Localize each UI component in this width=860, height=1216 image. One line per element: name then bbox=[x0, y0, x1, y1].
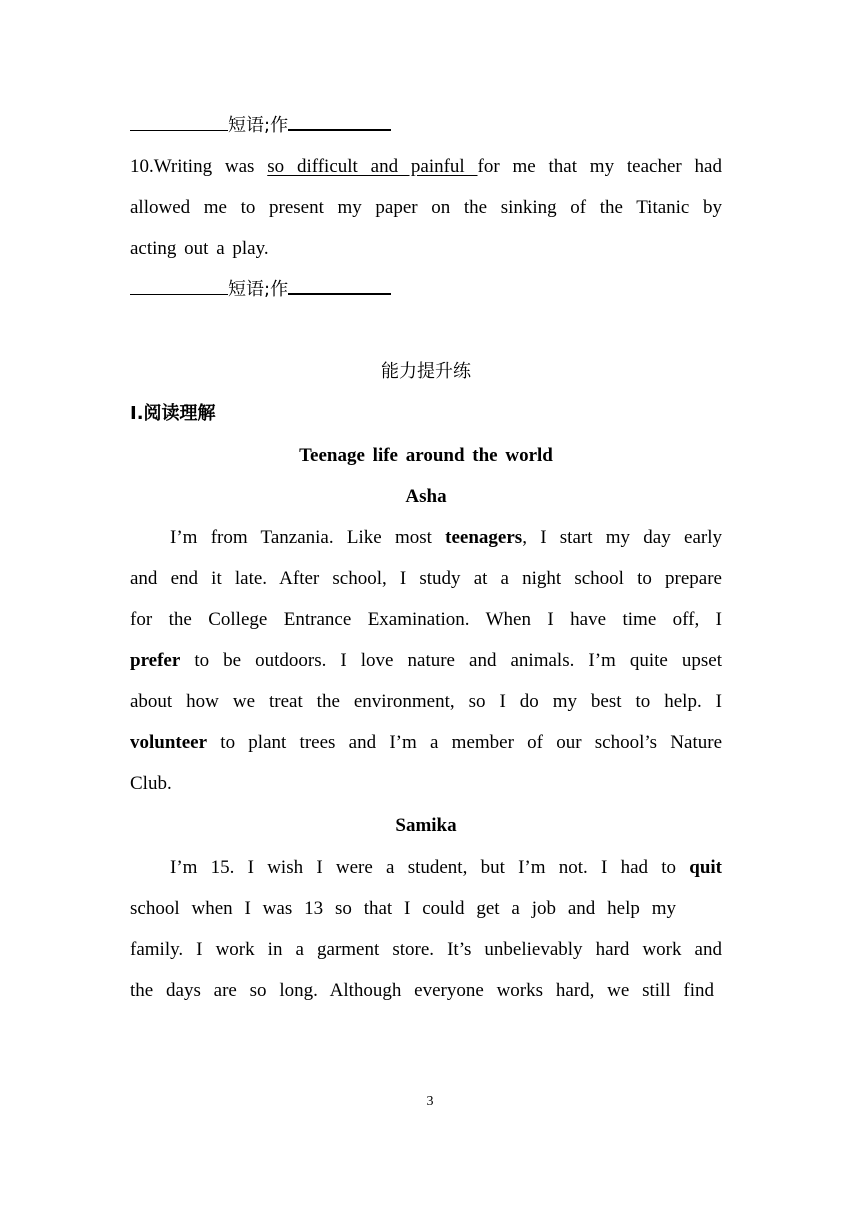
question-text: 10.Writing was bbox=[130, 156, 268, 177]
part-heading: Ⅰ.阅读理解 bbox=[130, 403, 216, 424]
samika-line-3: family. I work in a garment store. It’s unbelievably hard work and bbox=[130, 939, 722, 960]
keyword: prefer bbox=[130, 650, 181, 671]
section-title: 能力提升练 bbox=[381, 361, 471, 382]
body-text: I’m from Tanzania. Like most bbox=[170, 527, 446, 548]
answer-line-10 bbox=[130, 276, 722, 304]
samika-line-1 bbox=[170, 854, 722, 882]
blank-label: 短语;作 bbox=[228, 115, 289, 136]
asha-line-2: and end it late. After school, I study at a night school to prepare bbox=[130, 568, 722, 589]
samika-line-2: school when I was 13 so that I could get a job and help my bbox=[130, 898, 676, 919]
article-title: Teenage life around the world bbox=[299, 445, 553, 466]
asha-line-6 bbox=[130, 729, 722, 757]
answer-blank bbox=[288, 276, 391, 295]
answer-line-9 bbox=[130, 112, 722, 140]
question-10-line-1 bbox=[130, 153, 722, 181]
blank-label: 短语;作 bbox=[228, 279, 289, 300]
answer-blank bbox=[288, 112, 391, 131]
asha-line-5: about how we treat the environment, so I do my best to help. I bbox=[130, 691, 722, 712]
keyword: volunteer bbox=[130, 732, 208, 753]
question-10-line-3: acting out a play. bbox=[130, 238, 269, 259]
samika-line-4: the days are so long. Although everyone works hard, we still find bbox=[130, 980, 714, 1001]
keyword: teenagers bbox=[445, 527, 523, 548]
body-text: to plant trees and I’m a member of our school’s Nature bbox=[207, 732, 722, 753]
asha-line-3: for the College Entrance Examination. When I have time off, I bbox=[130, 609, 722, 630]
asha-line-4 bbox=[130, 647, 722, 675]
page-number: 3 bbox=[426, 1094, 434, 1109]
answer-blank bbox=[130, 113, 228, 131]
body-text: to be outdoors. I love nature and animals. I’m quite upset bbox=[180, 650, 722, 671]
answer-blank bbox=[130, 277, 228, 295]
question-10-line-2: allowed me to present my paper on the sinking of the Titanic by bbox=[130, 197, 722, 218]
body-text: I’m 15. I wish I were a student, but I’m not. I had to bbox=[170, 857, 690, 878]
asha-line-7: Club. bbox=[130, 773, 172, 794]
body-text: , I start my day early bbox=[522, 527, 722, 548]
underlined-phrase: so difficult and painful bbox=[267, 156, 478, 177]
asha-line-1 bbox=[170, 524, 722, 552]
question-text: for me that my teacher had bbox=[477, 156, 722, 177]
person-heading-asha: Asha bbox=[405, 486, 447, 507]
keyword: quit bbox=[689, 857, 722, 878]
person-heading-samika: Samika bbox=[395, 815, 457, 836]
